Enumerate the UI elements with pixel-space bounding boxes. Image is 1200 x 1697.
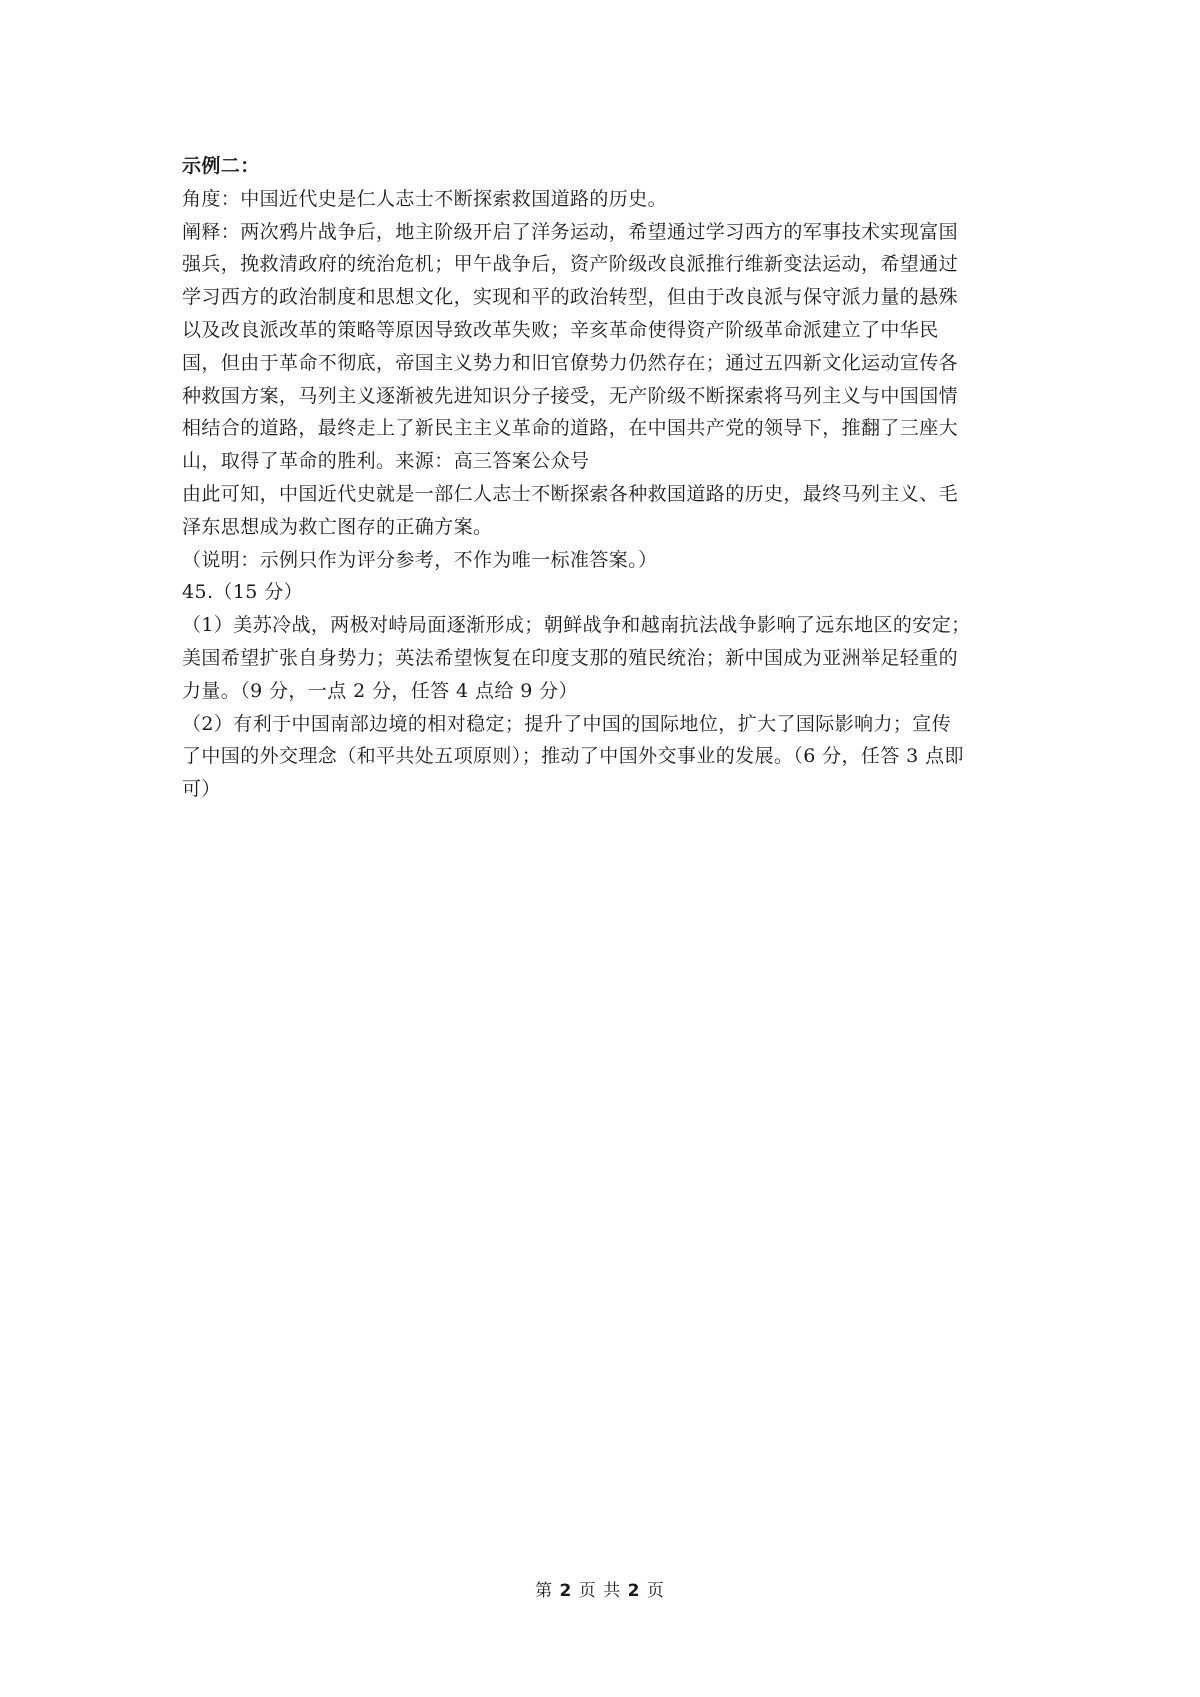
- text-line: 相结合的道路，最终走上了新民主主义革命的道路，在中国共产党的领导下，推翻了三座大: [182, 417, 959, 440]
- text-line: （2）有利于中国南部边境的相对稳定；提升了中国的国际地位，扩大了国际影响力；宣传: [182, 712, 952, 735]
- text-line: 山，取得了革命的胜利。来源：高三答案公众号: [182, 450, 590, 473]
- text-line: 阐释：两次鸦片战争后，地主阶级开启了洋务运动，希望通过学习西方的军事技术实现富国: [182, 220, 959, 243]
- text-line: 力量。（9 分，一点 2 分，任答 4 点给 9 分）: [182, 679, 578, 702]
- text-line: 种救国方案，马列主义逐渐被先进知识分子接受，无产阶级不断探索将马列主义与中国国情: [182, 384, 959, 407]
- text-line: 泽东思想成为救亡图存的正确方案。: [182, 515, 493, 538]
- text-line: 可）: [182, 778, 221, 801]
- footer-suffix: 页: [646, 1581, 665, 1601]
- footer-page-number: 2: [559, 1581, 573, 1601]
- footer-middle: 页 共: [578, 1581, 622, 1601]
- text-line: 强兵，挽救清政府的统治危机；甲午战争后，资产阶级改良派推行维新变法运动，希望通过: [182, 253, 959, 276]
- text-line: 角度：中国近代史是仁人志士不断探索救国道路的历史。: [182, 187, 668, 210]
- text-line: 了中国的外交理念（和平共处五项原则）；推动了中国外交事业的发展。（6 分，任答 3 点即: [182, 745, 964, 768]
- answer-content: [182, 150, 1032, 806]
- text-line: 学习西方的政治制度和思想文化，实现和平的政治转型，但由于改良派与保守派力量的悬殊: [182, 286, 959, 309]
- text-line: 以及改良派改革的策略等原因导致改革失败；辛亥革命使得资产阶级革命派建立了中华民: [182, 318, 939, 341]
- example-heading: 示例二：: [182, 155, 260, 177]
- text-line: 国，但由于革命不彻底，帝国主义势力和旧官僚势力仍然存在；通过五四新文化运动宣传各: [182, 351, 959, 374]
- footer-total-pages: 2: [627, 1581, 641, 1601]
- text-line: 美国希望扩张自身势力；英法希望恢复在印度支那的殖民统治；新中国成为亚洲举足轻重的: [182, 646, 959, 669]
- text-line: （1）美苏冷战，两极对峙局面逐渐形成；朝鲜战争和越南抗法战争影响了远东地区的安定；: [182, 614, 971, 637]
- note-line: （说明：示例只作为评分参考，不作为唯一标准答案。）: [182, 548, 658, 571]
- page-footer: [0, 1576, 1200, 1601]
- footer-prefix: 第: [535, 1581, 554, 1601]
- question-number: 45.（15 分）: [182, 581, 304, 604]
- text-line: 由此可知，中国近代史就是一部仁人志士不断探索各种救国道路的历史，最终马列主义、毛: [182, 482, 959, 505]
